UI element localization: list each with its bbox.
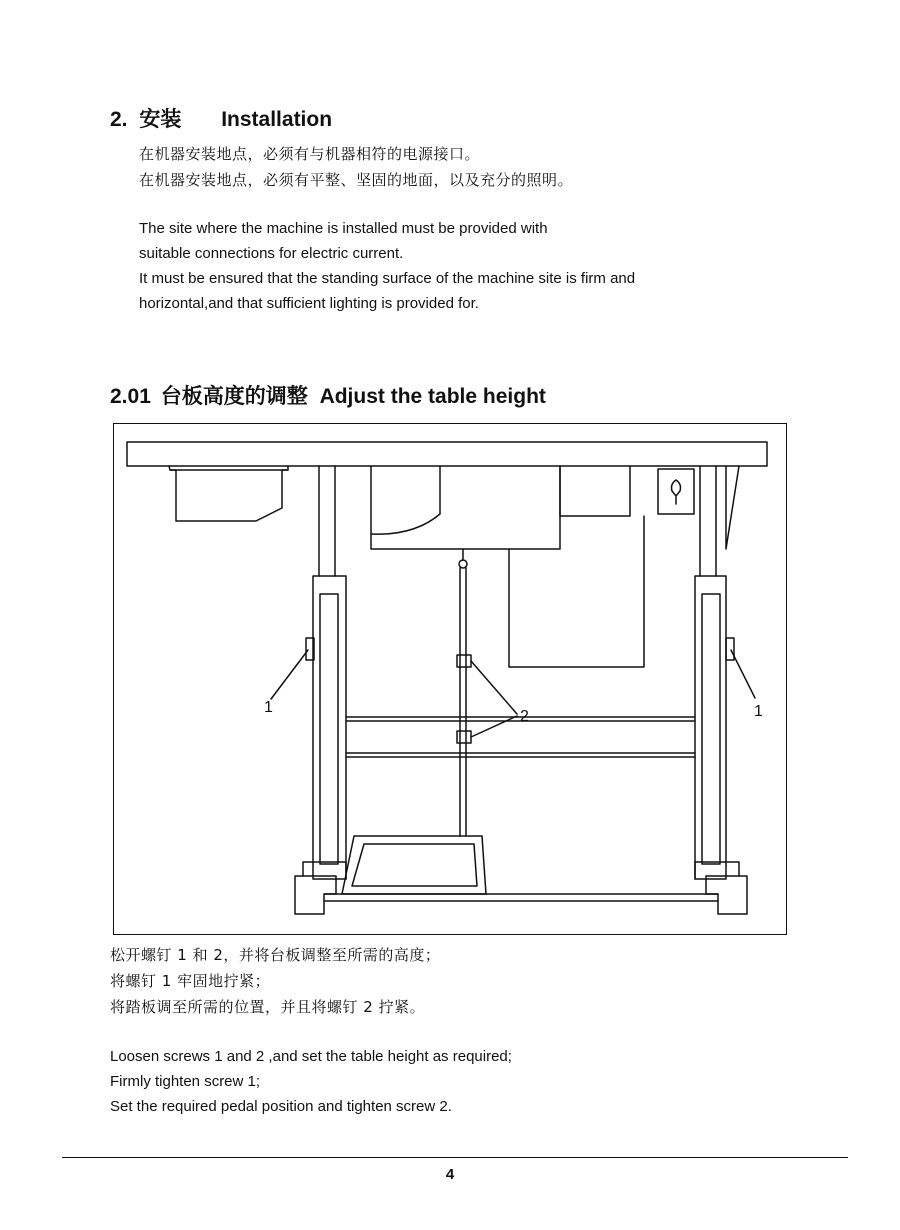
leader-screw-1-left <box>271 650 308 699</box>
screw-2-upper <box>457 655 471 667</box>
table-cn-line-1: 松开螺钉 1 和 2，并将台板调整至所需的高度； <box>110 946 441 964</box>
screw-2-lower <box>457 731 471 743</box>
subsection-title-en: Adjust the table height <box>319 385 546 408</box>
leader-screw-1-right <box>731 650 755 698</box>
drawer <box>169 466 288 521</box>
left-foot <box>295 876 336 914</box>
section-title-en: Installation <box>221 108 333 131</box>
table-cn-line-3: 将踏板调至所需的位置，并且将螺钉 2 拧紧。 <box>110 998 426 1016</box>
leader-screw-2-upper <box>471 661 517 714</box>
table-top <box>127 442 767 466</box>
page-number: 4 <box>445 1166 455 1183</box>
table-cn-line-2: 将螺钉 1 牢固地拧紧； <box>110 972 271 990</box>
table-en-line-3: Set the required pedal position and tighten screw 2. <box>110 1098 452 1115</box>
right-leg-lower <box>695 576 726 879</box>
footer-rule <box>62 1157 848 1158</box>
switch-box <box>658 469 694 514</box>
label-screw-1-left: 1 <box>264 699 273 716</box>
left-leg-lower <box>313 576 346 879</box>
install-cn-line-2: 在机器安装地点，必须有平整、坚固的地面，以及充分的照明。 <box>139 171 574 189</box>
install-cn-line-1: 在机器安装地点，必须有与机器相符的电源接口。 <box>139 145 481 163</box>
section-title-cn: 安装 <box>139 108 182 131</box>
motor-housing <box>509 516 644 667</box>
table-en-line-1: Loosen screws 1 and 2 ,and set the table height as required; <box>110 1048 512 1065</box>
install-en-line-2: suitable connections for electric current. <box>139 245 404 262</box>
table-en-line-2: Firmly tighten screw 1; <box>110 1073 261 1090</box>
label-screw-2: 2 <box>520 708 529 725</box>
machine-underside <box>371 466 560 549</box>
power-switch-icon <box>672 480 681 504</box>
right-foot <box>706 876 747 914</box>
section-heading-table-height <box>110 380 546 410</box>
install-en-line-1: The site where the machine is installed must be provided with <box>139 220 548 237</box>
leader-screw-2-lower <box>471 716 517 737</box>
section-heading-installation <box>110 103 332 133</box>
install-en-line-3: It must be ensured that the standing surface of the machine site is firm and <box>139 270 636 287</box>
install-en-line-4: horizontal,and that sufficient lighting is provided for. <box>139 295 479 312</box>
rod-joint <box>459 560 467 568</box>
table-stand-figure <box>113 423 787 935</box>
subsection-number: 2.01 <box>110 385 151 408</box>
section-number: 2. <box>110 108 128 131</box>
label-screw-1-right: 1 <box>754 703 763 720</box>
screw-1-right <box>726 638 734 660</box>
subsection-title-cn: 台板高度的调整 <box>160 385 308 408</box>
